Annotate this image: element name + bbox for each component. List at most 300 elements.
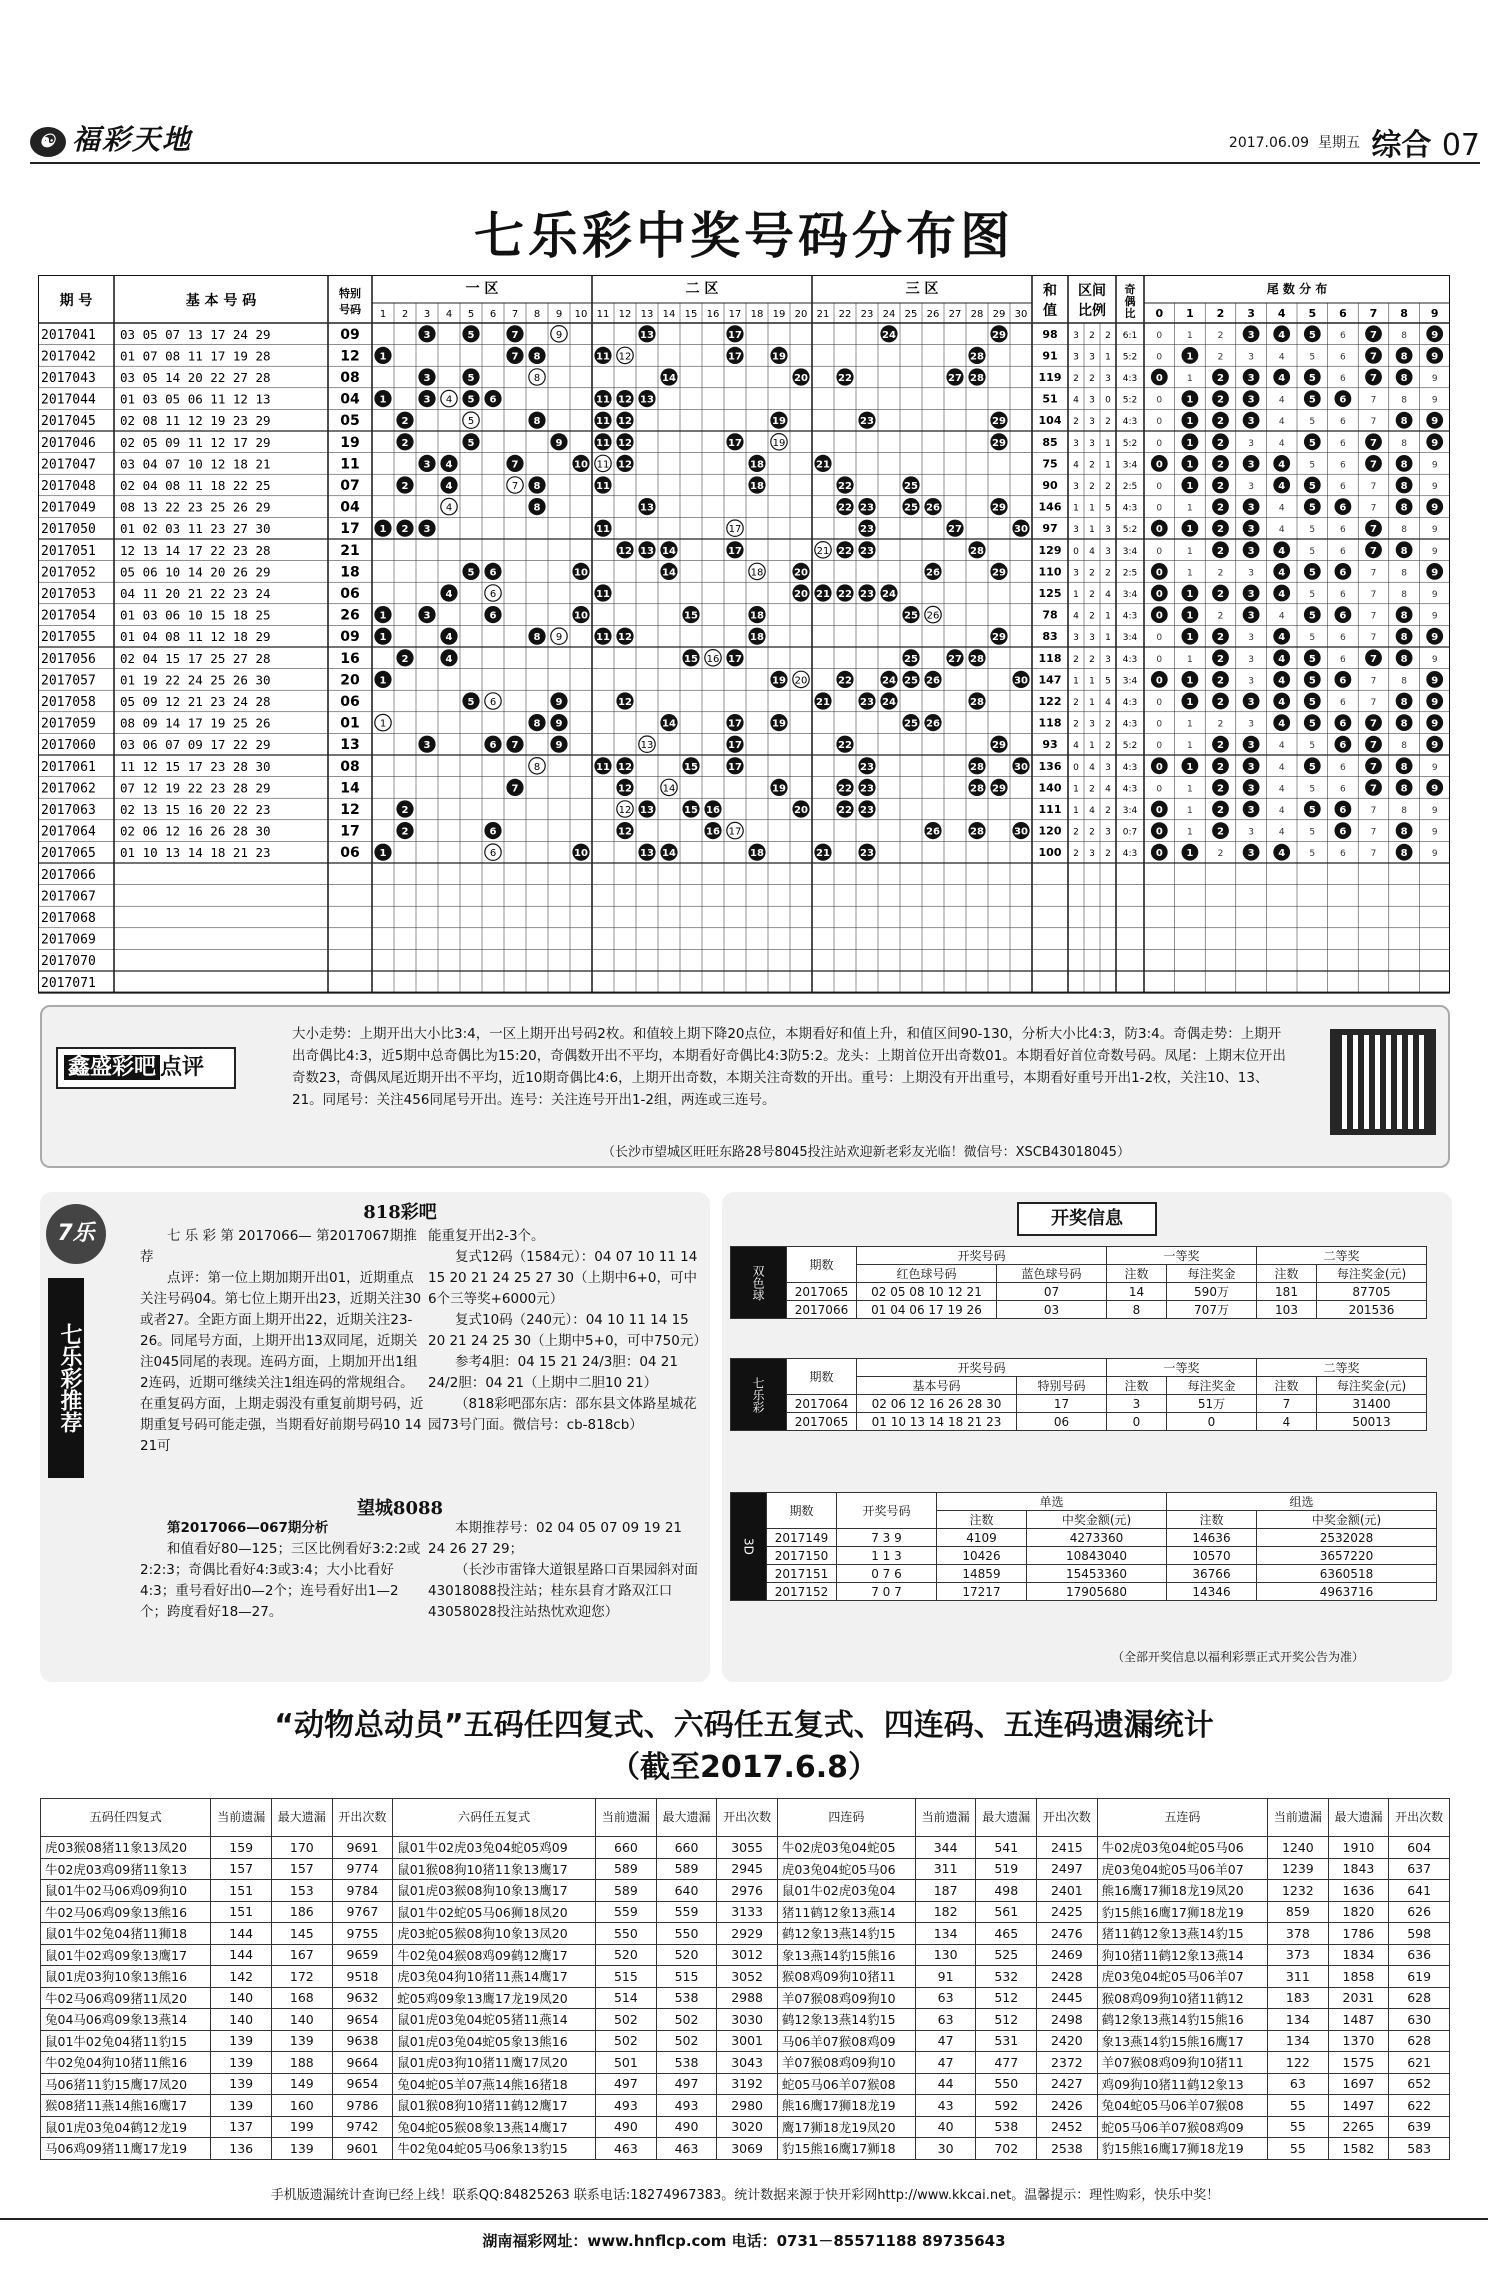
row-qi: 2017062 [41,781,96,797]
row-qi: 2017042 [41,349,96,365]
tail-mark-label: 7 [1370,653,1377,665]
stats-cell: 139 [272,2138,333,2160]
row-special: 11 [340,456,360,473]
stats-cell: 1232 [1268,1880,1329,1902]
row-basic: 02 04 08 11 18 22 25 [120,478,271,493]
tail-mark-label: 5 [1308,761,1316,773]
stats-cell: 512 [976,1987,1037,2009]
stats-cell: 鼠01虎03兔04鹤12龙19 [41,2116,211,2138]
col-num-label: 24 [882,309,896,320]
tail-mark-label: 4 [1278,459,1286,471]
ball-label: 23 [860,697,874,708]
col-num-label: 19 [772,309,786,320]
row-qi: 2017053 [41,587,96,602]
ball-label: 22 [838,502,852,514]
stats-cell: 139 [211,2052,272,2074]
table-row [41,1880,1450,1902]
tail-mark-label: 5 [1308,329,1316,341]
tail-empty-label: 7 [1370,417,1377,428]
row-special: 26 [340,607,360,624]
tail-empty-label: 7 [1370,827,1377,838]
row-basic: 01 07 08 11 17 19 28 [120,348,271,364]
ball-label: 28 [970,697,984,708]
tail-mark-label: 8 [1400,481,1408,492]
col-num-label: 12 [618,309,632,320]
stats-cell: 660 [596,1837,657,1859]
ball-label: 17 [728,761,742,773]
stats-cell: 鼠01牛02蛇05马06狮18凤20 [393,1901,596,1923]
stats-cell: 虎03猴08猪11象13凤20 [41,1837,211,1859]
tail-mark-label: 3 [1247,329,1255,341]
col-num-label: 17 [728,309,742,320]
row-basic: 03 04 07 10 12 18 21 [120,456,271,472]
stats-cell: 182 [915,1901,976,1923]
row-qujian: 2 [1073,719,1079,730]
stats-cell: 702 [976,2138,1037,2160]
special-ball-label: 17 [728,524,742,536]
stats-cell: 3052 [717,1966,778,1988]
tail-mark-label: 3 [1247,761,1255,773]
tail-mark-label: 7 [1370,373,1377,384]
tail-mark-label: 0 [1155,805,1163,816]
stats-cell: 525 [976,1944,1037,1966]
ball-label: 26 [926,675,940,687]
tail-empty-label: 5 [1309,784,1316,795]
row-qujian: 1 [1073,590,1079,600]
stats-cell: 9601 [332,2138,393,2160]
row-qujian: 4 [1105,698,1111,708]
ball-label: 15 [684,761,698,773]
ball-label: 13 [640,805,654,816]
table-row [41,1837,1450,1859]
section-title: 综合 07 [1371,128,1480,163]
stats-cell: 145 [272,1923,333,1945]
ball-label: 17 [728,718,742,730]
row-qujian: 2 [1089,784,1095,795]
row-sum: 104 [1038,414,1062,428]
stats-cell: 9632 [332,1987,393,2009]
stats-cell: 牛02兔04狗10猪11熊16 [41,2052,211,2074]
tail-mark-label: 3 [1247,545,1255,557]
row-qi: 2017063 [41,803,96,818]
stats-cell: 139 [211,2095,272,2117]
row-qujian: 3 [1105,525,1111,536]
stats-cell: 514 [596,1987,657,2009]
row-qujian: 3 [1089,417,1095,428]
tail-empty-label: 6 [1340,482,1346,492]
tail-empty-label: 0 [1156,784,1163,795]
stats-cell: 501 [596,2052,657,2074]
ball-label: 18 [750,632,764,644]
sd-block [730,1492,1437,1601]
row-jiou: 0:7 [1122,827,1138,838]
tail-mark-label: 6 [1339,394,1347,406]
ball-label: 18 [750,481,764,492]
stats-cell: 157 [272,1858,333,1880]
ball-label: 6 [489,826,497,838]
special-ball-label: 16 [706,653,720,665]
stats-cell: 2476 [1037,1923,1098,1945]
col-num-label: 23 [860,309,874,320]
ball-label: 29 [992,632,1006,644]
stats-cell: 虎03兔04狗10猪11燕14鹰17 [393,1966,596,1988]
stats-cell: 477 [976,2052,1037,2074]
stats-cell: 3192 [717,2073,778,2095]
tail-mark-label: 9 [1431,437,1439,449]
tail-empty-label: 5 [1309,827,1316,838]
stats-cell: 520 [596,1944,657,1966]
row-qi: 2017067 [41,889,96,905]
table-row [41,1858,1450,1880]
ball-label: 23 [860,805,874,816]
stats-cell: 9691 [332,1837,393,1859]
ball-label: 19 [772,416,786,428]
tail-empty-label: 8 [1401,438,1407,449]
col-qujian-2: 比例 [1078,303,1106,319]
row-special: 19 [340,434,360,451]
stats-cell: 羊07猴08鸡09狗10 [777,1987,915,2009]
ball-label: 21 [816,697,830,708]
ball-label: 24 [882,589,896,600]
row-special: 04 [340,499,360,516]
special-ball-label: 4 [445,394,453,406]
ball-label: 29 [992,416,1006,428]
stats-cell: 鹤12象13燕14豹15 [777,2009,915,2031]
row-basic: 02 05 09 11 12 17 29 [120,434,271,450]
col-qi: 期 号 [59,293,93,309]
tail-empty-label: 7 [1370,568,1377,579]
special-ball-label: 26 [926,610,940,622]
stats-cell: 豹15熊16鹰17狮18 [777,2138,915,2160]
ball-label: 1 [379,394,387,406]
row-jiou: 4:3 [1122,849,1138,860]
ball-label: 21 [816,589,830,600]
ball-label: 3 [423,740,431,752]
stats-cell: 3012 [717,1944,778,1966]
stats-cell: 639 [1389,2116,1450,2138]
row-basic: 12 13 14 17 22 23 28 [120,542,271,558]
ball-label: 3 [423,394,431,406]
tail-mark-label: 0 [1155,675,1163,687]
qlc-tag: 七乐彩 [731,1359,787,1431]
stats-cell: 猪11鹤12象13燕14豹15 [1097,1923,1267,1945]
tail-mark-label: 0 [1155,524,1163,536]
stats-subtitle: （截至2017.6.8） [609,1750,879,1785]
row-qujian: 4 [1089,762,1095,773]
ball-label: 12 [618,459,632,471]
recommend-side-title: 七乐彩推荐 [48,1278,84,1478]
stats-cell: 豹15熊16鹰17狮18龙19 [1097,1901,1267,1923]
stats-cell: 502 [596,2030,657,2052]
stats-cell: 1636 [1328,1880,1389,1902]
row-sum: 100 [1038,846,1062,860]
stats-cell: 43 [915,2095,976,2117]
tail-mark-label: 0 [1155,826,1163,838]
special-ball-label: 17 [728,826,742,838]
special-ball-label: 7 [511,481,519,492]
row-qi: 2017071 [41,975,96,991]
row-jiou: 5:2 [1122,395,1138,406]
tail-mark-label: 4 [1278,481,1286,492]
stats-cell: 531 [976,2030,1037,2052]
ball-label: 13 [640,848,654,860]
stats-cell: 鸡09狗10猪11鹤12象13 [1097,2073,1267,2095]
ball-label: 22 [838,589,852,600]
tail-mark-label: 6 [1339,805,1347,816]
col-num-label: 16 [706,309,720,320]
special-ball-label: 8 [533,373,541,384]
tail-empty-label: 1 [1187,568,1193,579]
row-sum: 120 [1038,824,1062,838]
tail-mark-label: 4 [1278,697,1286,708]
row-jiou: 2:5 [1122,568,1138,579]
special-ball-label: 13 [640,740,654,752]
stats-cell: 626 [1389,1901,1450,1923]
sd-tag: 3D [731,1493,767,1601]
tail-empty-label: 4 [1278,806,1285,816]
row-qujian: 2 [1105,741,1111,752]
row-jiou: 4:3 [1122,611,1138,622]
stats-cell: 2401 [1037,1880,1098,1902]
stats-cell: 628 [1389,2030,1450,2052]
stats-cell: 鼠01牛02虎03兔04蛇05鸡09 [393,1837,596,1859]
ball-label: 20 [794,373,808,384]
col-num-label: 25 [904,309,918,320]
tail-empty-label: 9 [1431,849,1438,860]
ball-label: 11 [596,351,610,363]
col-jiou-2: 偶 [1124,295,1136,308]
row-qujian: 1 [1073,676,1079,687]
tail-empty-label: 1 [1187,374,1193,384]
tail-label: 7 [1369,307,1378,320]
tail-mark-label: 0 [1155,610,1163,622]
row-qi: 2017041 [41,327,96,343]
ball-label: 30 [1014,826,1028,838]
ball-label: 13 [640,329,654,341]
rec-col-2: 能重复开出2-3个。 复式12码（1584元）：04 07 10 11 14 15 20 21 24 25 27 30（上期中6+0，可中6个三等奖+6000元） 复式10码（240元）：04 10 11 14 15 20 21 24 25 30（上期中5+0，可中750元） 参考4胆：04 15 21 24/3胆：04 21 24/2胆：04 21（上期中二胆10 21） （818彩吧邵东店：邵东县文体路星城花园73号门面。微信号：cb-818cb） [428,1228,707,1433]
col-num-label: 1 [379,309,387,320]
ball-label: 29 [992,502,1006,514]
ball-label: 6 [489,610,497,622]
row-qi: 2017044 [41,392,96,408]
row-special: 17 [340,823,360,840]
tail-empty-label: 8 [1401,741,1407,752]
tail-empty-label: 4 [1278,827,1285,838]
tail-mark-label: 5 [1308,653,1316,665]
row-qujian: 2 [1073,417,1079,428]
tail-empty-label: 1 [1187,503,1193,514]
col-num-label: 20 [794,309,808,320]
stats-cell: 188 [272,2052,333,2074]
ball-label: 12 [618,632,632,644]
stats-cell: 621 [1389,2052,1450,2074]
stats-cell: 牛02兔04蛇05马06象13豹15 [393,2138,596,2160]
ball-label: 15 [684,610,698,622]
stats-cell: 鼠01虎03兔04蛇05猪11燕14 [393,2009,596,2031]
tail-mark-label: 3 [1247,740,1255,752]
row-special: 12 [340,348,360,365]
row-qujian: 2 [1073,827,1079,838]
tail-label: 3 [1247,307,1255,320]
table-row [41,2138,1450,2160]
tail-mark-label: 9 [1431,718,1439,730]
ball-label: 1 [379,632,387,644]
tail-mark-label: 8 [1400,545,1408,557]
stats-cell: 619 [1389,1966,1450,1988]
tail-mark-label: 2 [1217,481,1224,492]
tail-mark-label: 6 [1339,567,1347,579]
tail-mark-label: 2 [1217,805,1224,816]
tail-mark-label: 8 [1400,697,1408,708]
row-qujian: 1 [1089,503,1095,514]
special-ball-label: 19 [772,437,786,449]
ball-label: 8 [533,718,541,730]
stats-cell: 153 [272,1880,333,1902]
tail-empty-label: 7 [1370,611,1377,622]
tail-empty-label: 2 [1217,568,1224,579]
row-qujian: 4 [1105,784,1111,795]
row-jiou: 4:3 [1122,417,1138,428]
stats-cell: 2498 [1037,2009,1098,2031]
tail-mark-label: 6 [1339,610,1347,622]
stats-cell: 牛02马06鸡09象13熊16 [41,1901,211,1923]
col-num-label: 8 [533,309,541,320]
row-qujian: 2 [1089,374,1095,384]
stats-cell: 622 [1389,2095,1450,2117]
stats-cell: 493 [596,2095,657,2117]
ball-label: 12 [618,826,632,838]
row-qi: 2017048 [41,479,96,494]
ball-label: 11 [596,394,610,406]
row-qujian: 3 [1073,352,1079,363]
stats-cell: 139 [211,2073,272,2095]
stats-cell: 640 [656,1880,717,1902]
row-qujian: 1 [1089,698,1095,708]
tail-empty-label: 9 [1431,525,1438,536]
tail-mark-label: 2 [1217,761,1224,773]
row-qujian: 1 [1105,460,1111,471]
row-special: 18 [340,564,360,581]
stats-header-cell: 六码任五复式 [393,1799,596,1837]
row-qi: 2017050 [41,522,96,538]
tail-empty-label: 9 [1431,827,1438,838]
ball-label: 28 [970,653,984,665]
tail-mark-label: 9 [1431,783,1439,795]
tail-mark-label: 7 [1370,459,1377,471]
row-jiou: 3:4 [1122,676,1138,687]
stats-cell: 2265 [1328,2116,1389,2138]
tail-mark-label: 7 [1370,329,1377,341]
stats-cell: 172 [272,1966,333,1988]
ball-label: 26 [926,826,940,838]
table-row [41,2030,1450,2052]
ssq-tag: 双色球 [731,1247,787,1319]
row-qujian: 0 [1105,395,1111,406]
tail-mark-label: 7 [1370,524,1377,536]
ball-label: 29 [992,783,1006,795]
stats-cell: 猴08鸡09狗10猪11鹤12 [1097,1987,1267,2009]
tail-label: 2 [1216,307,1225,320]
tail-mark-label: 3 [1247,589,1255,600]
tail-label: 9 [1430,307,1439,320]
tail-empty-label: 6 [1340,352,1346,363]
tail-empty-label: 8 [1401,395,1407,406]
ball-label: 18 [750,459,764,471]
tail-empty-label: 9 [1431,482,1438,492]
stats-cell: 493 [656,2095,717,2117]
row-qujian: 4 [1073,611,1079,622]
tail-empty-label: 6 [1340,633,1346,644]
stats-cell: 641 [1389,1880,1450,1902]
ball-label: 7 [511,783,519,795]
qlc-table: 七乐彩 期数 开奖号码 一等奖 二等奖 基本号码 特别号码 注数 每注奖金 注数 每注奖金(元) 2017064 02 06 12 16 26 28 30 17 3 51万 7 31400 2017065 01 10 13 14 18 21 23 06 0 0 4 50013 [730,1358,1427,1431]
ball-label: 1 [379,848,387,860]
stats-cell: 9654 [332,2073,393,2095]
tail-empty-label: 9 [1431,395,1438,406]
stats-cell: 137 [211,2116,272,2138]
tail-empty-label: 2 [1217,352,1224,363]
col-special: 特别 [339,287,361,300]
tail-mark-label: 2 [1217,373,1224,384]
stats-cell: 熊16鹰17狮18龙19 [777,2095,915,2117]
tail-mark-label: 5 [1308,718,1316,730]
ball-label: 17 [728,545,742,557]
rec-col-3: 第2017066—067期分析 和值看好80—125；三区比例看好3:2:2或2:2:3；奇偶比看好4:3或3:4；大小比看好4:3；重号看好出0—2个；连号看好出1—2个；跨度看好18—27。 [140,1520,421,1620]
row-jiou: 4:3 [1122,374,1138,384]
ball-label: 25 [904,653,918,665]
ball-label: 1 [379,524,387,536]
stats-cell: 1786 [1328,1923,1389,1945]
row-qi: 2017064 [41,824,96,840]
ball-label: 18 [750,610,764,622]
ball-label: 8 [533,632,541,644]
tail-mark-label: 2 [1217,459,1224,471]
tail-mark-label: 4 [1278,567,1286,579]
table-row: 2017151 0 7 6 14859 15453360 36766 6360518 [731,1565,1437,1583]
tail-empty-label: 1 [1187,741,1193,752]
col-num-label: 22 [838,309,852,320]
rec-col-1: 七 乐 彩 第 2017066— 第2017067期推荐 点评：第一位上期加期开出01，近期重点关注号码04。第七位上期开出23，近期关注30或者27。全距方面上期开出22，近期关注23-26。同尾号方面，上期开出13双同尾，近期关注045同尾的表现。连码方面，上期加开出1组2连码，近期可继续关注1组连码的常规组合。在重复码方面，上期走弱没有重复前期号码，近期重复号码可能走强，当期看好前期号码10 14 21可 [140,1228,424,1454]
prize-title: 开奖信息 [1017,1202,1157,1236]
stats-cell: 1239 [1268,1858,1329,1880]
ball-label: 26 [926,502,940,514]
stats-header-cell: 开出次数 [1389,1799,1450,1837]
col-jiou-3: 比 [1124,307,1136,320]
row-special: 08 [340,370,360,386]
row-special: 06 [340,694,360,710]
stats-header-cell: 当前遗漏 [596,1799,657,1837]
stats-cell: 2538 [1037,2138,1098,2160]
row-basic: 02 08 11 12 19 23 29 [120,413,271,429]
stats-cell: 1487 [1328,2009,1389,2031]
ball-label: 6 [489,394,497,406]
table-row: 2017149 7 3 9 4109 4273360 14636 2532028 [731,1529,1437,1547]
stats-header-cell: 四连码 [777,1799,915,1837]
ball-label: 15 [684,805,698,816]
row-basic: 01 03 06 10 15 18 25 [120,607,271,623]
ball-label: 14 [662,567,676,579]
tail-mark-label: 2 [1217,589,1224,600]
stats-cell: 9518 [332,1966,393,1988]
ball-label: 1 [379,351,387,363]
stats-cell: 1820 [1328,1901,1389,1923]
tail-mark-label: 6 [1339,502,1347,514]
ball-label: 7 [511,351,519,363]
tail-mark-label: 7 [1370,740,1377,752]
distribution-grid [38,275,1450,1001]
stats-cell: 鼠01虎03猴08狗10象13鹰17 [393,1880,596,1902]
comment-text: 大小走势：上期开出大小比3:4，一区上期开出号码2枚。和值较上期下降20点位，本期看好和值上升，和值区间90-130，分析大小比4:3，防3:4。奇偶走势：上期开出奇偶比4:3，近5期中总奇偶比为15:20，奇偶数开出不平均，本期看好奇偶比4:3防5:2。龙头：上期首位开出奇数01。本期看好首位奇数号码。凤尾：上期末位开出奇数23，奇偶凤尾近期开出不平均，近10期奇偶比4:6，上期开出奇数，本期关注奇数的开出。重号：上期没有开出重号，本期看好重号开出1-2枚，关注10、13、21。同尾号：关注456同尾号开出。连号：关注连号开出1-2组，两连或三连号。 [292,1026,1286,1108]
